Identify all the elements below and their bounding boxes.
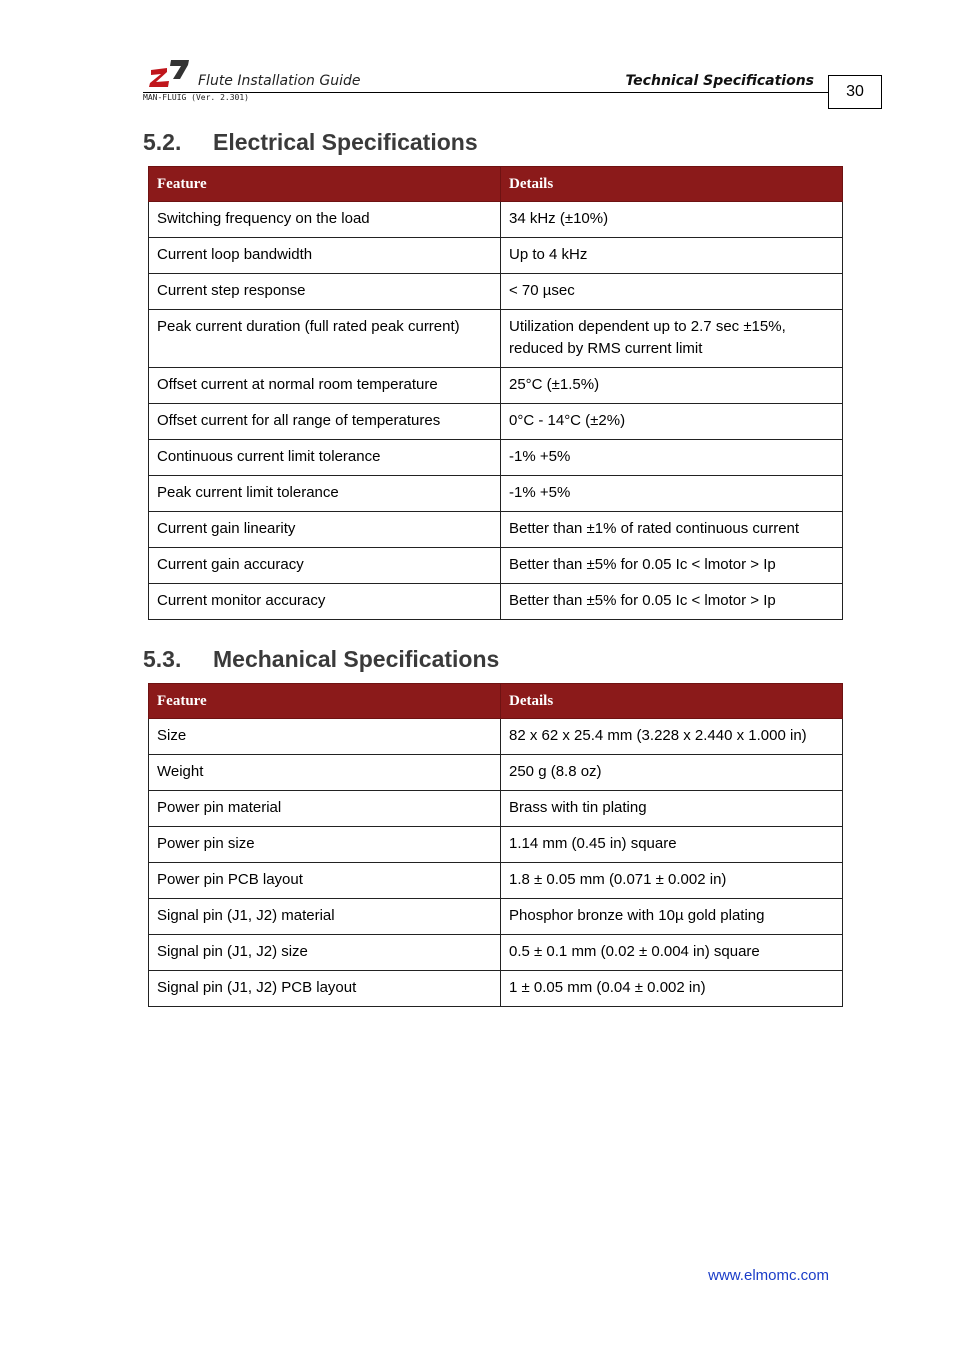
- table-row: [149, 827, 843, 863]
- details-cell: Brass with tin plating: [501, 791, 843, 827]
- column-header-details: Details: [501, 167, 843, 202]
- details-cell: 0.5 ± 0.1 mm (0.02 ± 0.004 in) square: [501, 935, 843, 971]
- details-cell: 1 ± 0.05 mm (0.04 ± 0.002 in): [501, 971, 843, 1007]
- details-cell: 25°C (±1.5%): [501, 368, 843, 404]
- feature-cell: Peak current duration (full rated peak current): [149, 310, 501, 368]
- table-row: [149, 274, 843, 310]
- table-row: [149, 971, 843, 1007]
- table-row: [149, 584, 843, 620]
- table-row: [149, 476, 843, 512]
- column-header-feature: Feature: [149, 684, 501, 719]
- details-cell: Better than ±5% for 0.05 Ic < lmotor > Ip: [501, 584, 843, 620]
- feature-cell: Power pin size: [149, 827, 501, 863]
- electrical-section-heading: [143, 129, 478, 156]
- details-cell: Better than ±1% of rated continuous current: [501, 512, 843, 548]
- feature-cell: Size: [149, 719, 501, 755]
- feature-cell: Current loop bandwidth: [149, 238, 501, 274]
- header-section-title: Technical Specifications: [625, 73, 814, 89]
- feature-cell: Current step response: [149, 274, 501, 310]
- table-row: [149, 548, 843, 584]
- website-link[interactable]: www.elmomc.com: [708, 1267, 829, 1284]
- table-row: [149, 404, 843, 440]
- table-row: [149, 863, 843, 899]
- details-cell: 1.14 mm (0.45 in) square: [501, 827, 843, 863]
- details-cell: Up to 4 kHz: [501, 238, 843, 274]
- table-row: [149, 512, 843, 548]
- table-row: [149, 719, 843, 755]
- feature-cell: Current monitor accuracy: [149, 584, 501, 620]
- feature-cell: Current gain linearity: [149, 512, 501, 548]
- table-row: [149, 791, 843, 827]
- feature-cell: Offset current at normal room temperature: [149, 368, 501, 404]
- feature-cell: Signal pin (J1, J2) size: [149, 935, 501, 971]
- details-cell: -1% +5%: [501, 440, 843, 476]
- feature-cell: Peak current limit tolerance: [149, 476, 501, 512]
- feature-cell: Switching frequency on the load: [149, 202, 501, 238]
- table-row: [149, 440, 843, 476]
- feature-cell: Signal pin (J1, J2) PCB layout: [149, 971, 501, 1007]
- table-row: [149, 755, 843, 791]
- table-header-row: [149, 684, 843, 719]
- details-cell: 82 x 62 x 25.4 mm (3.228 x 2.440 x 1.000 in): [501, 719, 843, 755]
- feature-cell: Current gain accuracy: [149, 548, 501, 584]
- section-number: 5.2.: [143, 129, 182, 155]
- details-cell: Phosphor bronze with 10µ gold plating: [501, 899, 843, 935]
- section-title: Electrical Specifications: [213, 129, 478, 155]
- table-row: [149, 899, 843, 935]
- details-cell: Better than ±5% for 0.05 Ic < lmotor > Ip: [501, 548, 843, 584]
- details-cell: 250 g (8.8 oz): [501, 755, 843, 791]
- mechanical-spec-table: [148, 683, 843, 1007]
- table-row: [149, 368, 843, 404]
- section-number: 5.3.: [143, 646, 182, 672]
- feature-cell: Signal pin (J1, J2) material: [149, 899, 501, 935]
- feature-cell: Power pin PCB layout: [149, 863, 501, 899]
- table-row: [149, 310, 843, 368]
- feature-cell: Power pin material: [149, 791, 501, 827]
- mechanical-section-heading: [143, 646, 499, 673]
- table-row: [149, 935, 843, 971]
- feature-cell: Offset current for all range of temperatures: [149, 404, 501, 440]
- feature-cell: Continuous current limit tolerance: [149, 440, 501, 476]
- details-cell: 1.8 ± 0.05 mm (0.071 ± 0.002 in): [501, 863, 843, 899]
- column-header-feature: Feature: [149, 167, 501, 202]
- table-header-row: [149, 167, 843, 202]
- details-cell: 0°C - 14°C (±2%): [501, 404, 843, 440]
- table-row: [149, 238, 843, 274]
- page-number: 30: [828, 75, 882, 109]
- elmo-logo-icon: [147, 58, 191, 88]
- section-title: Mechanical Specifications: [213, 646, 500, 672]
- column-header-details: Details: [501, 684, 843, 719]
- feature-cell: Weight: [149, 755, 501, 791]
- table-row: [149, 202, 843, 238]
- details-cell: 34 kHz (±10%): [501, 202, 843, 238]
- document-title: Flute Installation Guide: [198, 73, 361, 89]
- details-cell: < 70 µsec: [501, 274, 843, 310]
- details-cell: -1% +5%: [501, 476, 843, 512]
- electrical-spec-table: [148, 166, 843, 620]
- details-cell: Utilization dependent up to 2.7 sec ±15%, reduced by RMS current limit: [501, 310, 843, 368]
- document-code: MAN-FLUIG (Ver. 2.301): [143, 93, 249, 102]
